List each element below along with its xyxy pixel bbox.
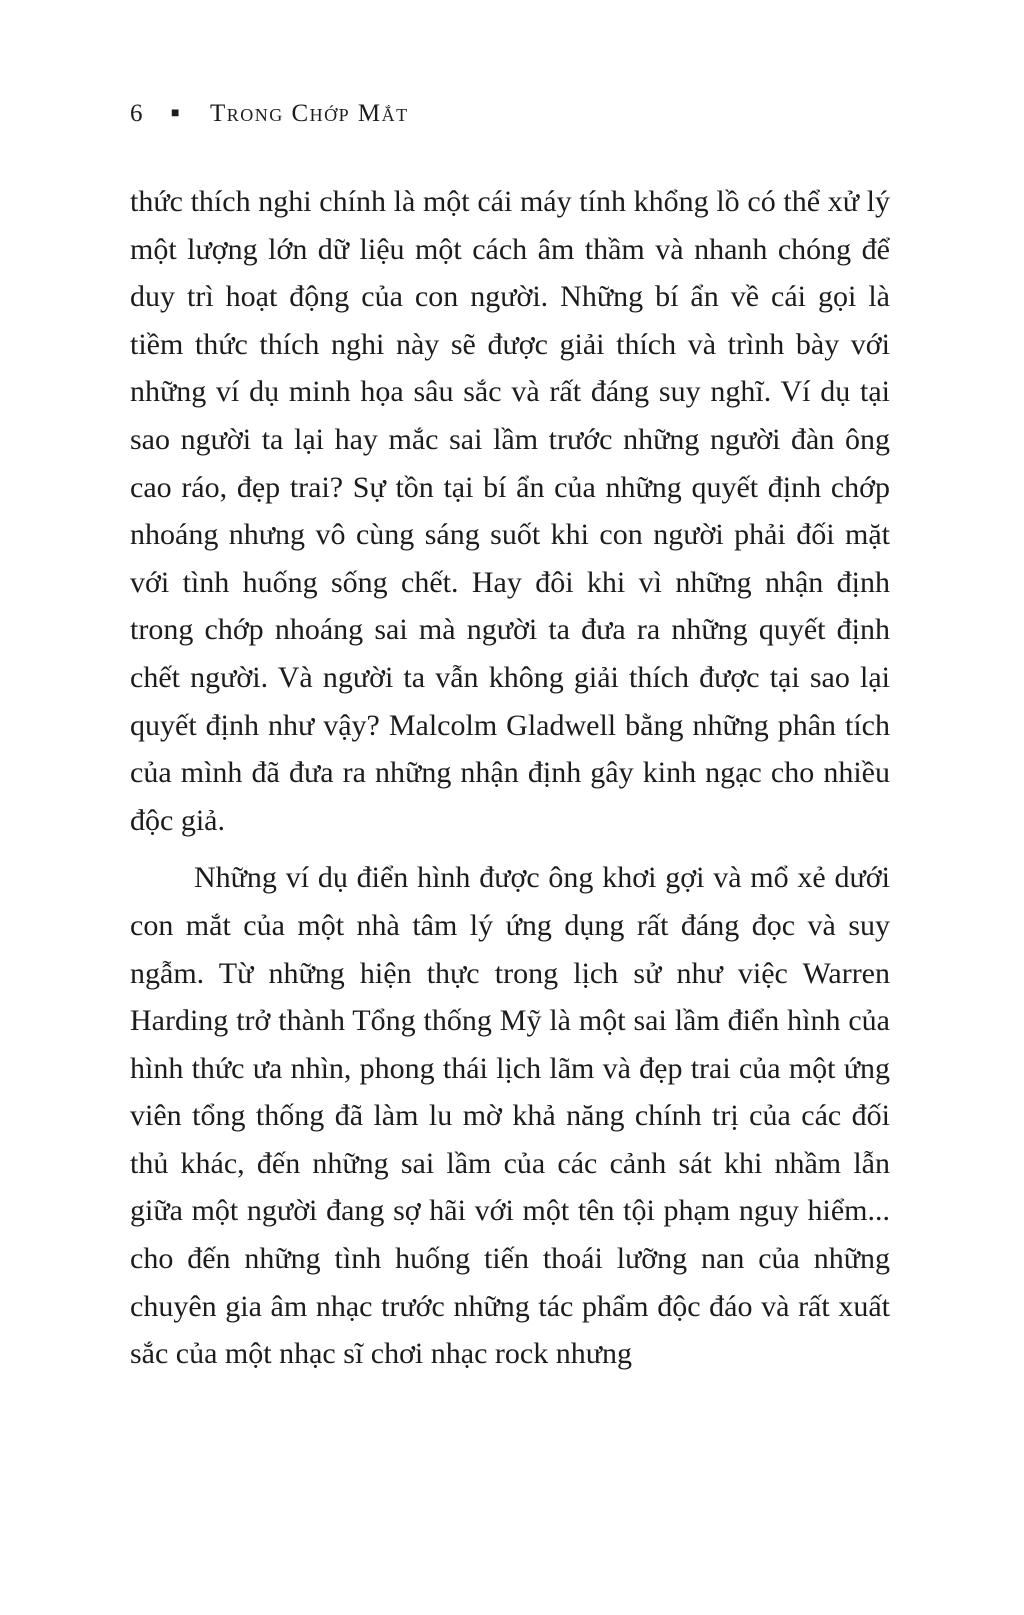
page-body (130, 178, 890, 1378)
page-header (130, 100, 889, 128)
paragraph-1: thức thích nghi chính là một cái máy tính khổng lồ có thể xử lý một lượng lớn dữ liệu một cách âm thầm và nhanh chóng để duy trì hoạt động của con người. Những bí ẩn về cái gọi là tiềm thức thích nghi này sẽ được giải thích và trình bày với những ví dụ minh họa sâu sắc và rất đáng suy nghĩ. Ví dụ tại sao người ta lại hay mắc sai lầm trước những người đàn ông cao ráo, đẹp trai? Sự tồn tại bí ẩn của những quyết định chớp nhoáng nhưng vô cùng sáng suốt khi con người phải đối mặt với tình huống sống chết. Hay đôi khi vì những nhận định trong chớp nhoáng sai mà người ta đưa ra những quyết định chết người. Và người ta vẫn không giải thích được tại sao lại quyết định như vậy? Malcolm Gladwell bằng những phân tích của mình đã đưa ra những nhận định gây kinh ngạc cho nhiều độc giả. (130, 185, 890, 837)
square-bullet-icon: ■ (171, 106, 180, 121)
book-title: Trong Chớp Mắt (209, 100, 409, 127)
page-number: 6 (130, 100, 143, 127)
paragraph-2: Những ví dụ điển hình được ông khơi gợi và mổ xẻ dưới con mắt của một nhà tâm lý ứng dụng rất đáng đọc và suy ngẫm. Từ những hiện thực trong lịch sử như việc Warren Harding trở thành Tổng thống Mỹ là một sai lầm điển hình của hình thức ưa nhìn, phong thái lịch lãm và đẹp trai của một ứng viên tổng thống đã làm lu mờ khả năng chính trị của các đối thủ khác, đến những sai lầm của các cảnh sát khi nhầm lẫn giữa một người đang sợ hãi với một tên tội phạm nguy hiểm... cho đến những tình huống tiến thoái lưỡng nan của những chuyên gia âm nhạc trước những tác phẩm độc đáo và rất xuất sắc của một nhạc sĩ chơi nhạc rock nhưng (130, 861, 890, 1371)
